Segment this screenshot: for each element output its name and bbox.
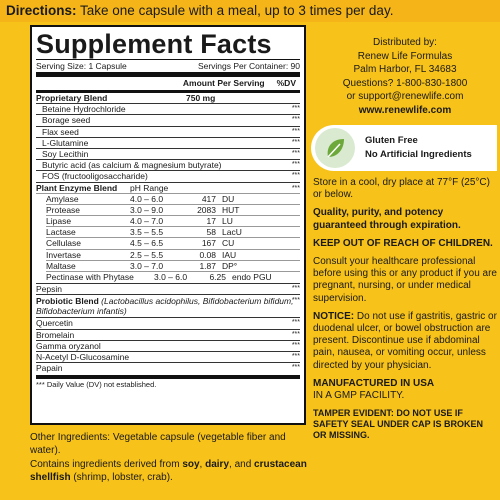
dv-stars: *** bbox=[291, 341, 300, 349]
ingredient-row bbox=[36, 330, 300, 341]
notice-block bbox=[313, 311, 497, 372]
badge-line-1: Gluten Free bbox=[365, 135, 418, 146]
other-ingredients bbox=[30, 432, 310, 484]
ingredient-row bbox=[36, 352, 300, 363]
enzyme-row bbox=[46, 205, 300, 216]
badge-text bbox=[365, 134, 472, 162]
notice-text: Do not use if gastritis, gastric or duodenal ulcer, or bowel obstruction are present. Discontinue use if abdominal pain, nausea, or vomiting occur, unless directed by your physician. bbox=[313, 310, 497, 371]
enzyme-value: 2083 bbox=[197, 204, 216, 215]
phone: Questions? 1-800-830-1800 bbox=[342, 77, 468, 89]
dv-stars: *** bbox=[291, 127, 300, 135]
enzyme-ph: 3.0 – 9.0 bbox=[130, 204, 164, 215]
ingredient-name: Betaine Hydrochloride bbox=[42, 104, 126, 115]
ingredient-row bbox=[36, 149, 300, 160]
dv-stars: *** bbox=[291, 330, 300, 338]
ingredient-name: N-Acetyl D-Glucosamine bbox=[36, 351, 130, 362]
enzyme-row bbox=[46, 227, 300, 238]
allergen-shellfish: crustacean shellfish bbox=[30, 459, 307, 483]
ingredient-row bbox=[36, 171, 300, 182]
dv-stars: *** bbox=[291, 285, 300, 293]
facts-title: Supplement Facts bbox=[36, 29, 300, 60]
dv-stars: *** bbox=[291, 172, 300, 180]
ingredient-row bbox=[36, 341, 300, 352]
dv-stars: *** bbox=[291, 352, 300, 360]
enzyme-value: 417 bbox=[201, 193, 216, 204]
allergen-soy: soy bbox=[182, 459, 200, 470]
enzyme-name: Pectinase with Phytase bbox=[46, 272, 134, 282]
enzyme-value: 6.25 bbox=[209, 272, 226, 282]
ingredient-row bbox=[36, 138, 300, 149]
enzyme-blend-label: Plant Enzyme Blend bbox=[36, 182, 118, 193]
enzyme-ph: 3.5 – 5.5 bbox=[130, 227, 164, 238]
dv-label: %DV bbox=[276, 78, 296, 88]
tamper-text: TAMPER EVIDENT: DO NOT USE IF SAFETY SEAL UNDER CAP IS BROKEN OR MISSING. bbox=[313, 408, 484, 441]
enzyme-row bbox=[46, 272, 300, 283]
enzyme-ph: 3.0 – 6.0 bbox=[154, 272, 188, 282]
enzyme-dv-stars: *** bbox=[291, 184, 300, 192]
ph-range-label: pH Range bbox=[130, 182, 169, 193]
badge-line-2: No Artificial Ingredients bbox=[365, 149, 472, 160]
enzyme-unit: LU bbox=[222, 216, 233, 227]
ingredient-row bbox=[36, 363, 300, 374]
enzyme-row bbox=[46, 238, 300, 249]
ingredient-name: L-Glutamine bbox=[42, 137, 89, 148]
ingredient-row bbox=[36, 115, 300, 126]
probiotic-detail: (Lactobacillus acidophilus, Bifidobacterium bifidum, Bifidobacterium infantis) bbox=[36, 296, 294, 317]
blend-name: Proprietary Blend bbox=[36, 93, 108, 103]
ingredient-row bbox=[36, 127, 300, 138]
enzyme-unit: endo PGU bbox=[232, 272, 272, 282]
enzyme-ph: 3.0 – 7.0 bbox=[130, 260, 164, 271]
supplement-facts-panel bbox=[30, 25, 306, 425]
enzyme-blend-section bbox=[36, 183, 300, 285]
enzyme-name: Lactase bbox=[46, 227, 76, 238]
leaf-icon bbox=[315, 128, 355, 168]
storage-text: Store in a cool, dry place at 77°F (25°C) or below. bbox=[313, 177, 490, 201]
directions-label: Directions: bbox=[6, 3, 77, 18]
enzyme-name: Protease bbox=[46, 204, 81, 215]
enzyme-unit: DP° bbox=[222, 260, 238, 271]
enzyme-value: 1.87 bbox=[199, 260, 216, 271]
distributed-by: Distributed by: bbox=[373, 37, 437, 48]
proprietary-blend-row bbox=[36, 93, 300, 104]
allergen-end: (shrimp, lobster, crab). bbox=[70, 471, 173, 483]
enzyme-ph: 4.0 – 6.0 bbox=[130, 193, 164, 204]
enzyme-value: 17 bbox=[206, 216, 216, 227]
ingredient-name: Bromelain bbox=[36, 329, 75, 340]
pepsin-row bbox=[36, 284, 300, 295]
ingredient-name: Quercetin bbox=[36, 318, 73, 329]
other-ingredients-text: Other Ingredients: Vegetable capsule (vegetable fiber and water). bbox=[30, 432, 286, 456]
notice-label: NOTICE: bbox=[313, 310, 355, 322]
ingredient-row bbox=[36, 160, 300, 171]
dv-stars: *** bbox=[291, 297, 300, 305]
ingredient-name: Pepsin bbox=[36, 284, 62, 295]
quality-text: Quality, purity, and potency guaranteed through expiration. bbox=[313, 207, 461, 231]
amount-per-serving-label: Amount Per Serving bbox=[182, 78, 265, 88]
enzyme-name: Maltase bbox=[46, 260, 76, 271]
manufactured-text: MANUFACTURED IN USA bbox=[313, 377, 435, 389]
dv-stars: *** bbox=[291, 319, 300, 327]
allergen-sep: , bbox=[199, 459, 206, 470]
dv-footnote: *** Daily Value (DV) not established. bbox=[36, 375, 300, 390]
enzyme-row bbox=[46, 194, 300, 205]
enzyme-name: Cellulase bbox=[46, 238, 81, 249]
servings-per-container: Servings Per Container: 90 bbox=[197, 61, 300, 71]
enzyme-unit: DU bbox=[222, 193, 235, 204]
allergen-sep: , and bbox=[229, 459, 255, 470]
dv-stars: *** bbox=[291, 105, 300, 113]
consult-text: Consult your healthcare professional before using this or any product if you are pregnant, nursing, or under medical supervision. bbox=[313, 256, 497, 304]
company-name: Renew Life Formulas bbox=[357, 50, 453, 62]
website: www.renewlife.com bbox=[358, 104, 452, 116]
right-column bbox=[313, 36, 497, 441]
ingredient-row bbox=[36, 318, 300, 329]
probiotic-label: Probiotic Blend bbox=[36, 296, 99, 307]
enzyme-value: 0.08 bbox=[199, 249, 216, 260]
email: or support@renewlife.com bbox=[346, 91, 464, 102]
allergen-intro: Contains ingredients derived from bbox=[30, 459, 183, 470]
facility-text: IN A GMP FACILITY. bbox=[313, 390, 405, 402]
enzyme-name: Invertase bbox=[46, 249, 81, 260]
enzyme-unit: IAU bbox=[222, 249, 237, 260]
allergen-dairy: dairy bbox=[205, 459, 230, 470]
dv-stars: *** bbox=[291, 116, 300, 124]
enzyme-ph: 4.0 – 7.0 bbox=[130, 216, 164, 227]
dv-stars: *** bbox=[291, 161, 300, 169]
serving-size: Serving Size: 1 Capsule bbox=[36, 61, 127, 71]
ingredient-name: Gamma oryzanol bbox=[36, 340, 101, 351]
dv-stars: *** bbox=[291, 364, 300, 372]
dv-stars: *** bbox=[291, 138, 300, 146]
gluten-free-badge bbox=[311, 125, 497, 171]
ingredient-name: Papain bbox=[36, 363, 63, 374]
blend-amount: 750 mg bbox=[186, 93, 216, 103]
probiotic-blend-row bbox=[36, 295, 300, 318]
manufactured-block bbox=[313, 378, 497, 402]
ingredient-name: Butyric acid (as calcium & magnesium butyrate) bbox=[42, 160, 222, 171]
keep-out-text: KEEP OUT OF REACH OF CHILDREN. bbox=[313, 237, 493, 249]
enzyme-value: 167 bbox=[201, 238, 216, 249]
amount-header bbox=[36, 77, 300, 93]
allergen-statement bbox=[30, 459, 310, 484]
enzyme-name: Lipase bbox=[46, 216, 72, 227]
enzyme-value: 58 bbox=[206, 227, 216, 238]
enzyme-unit: CU bbox=[222, 238, 235, 249]
directions-text: Take one capsule with a meal, up to 3 times per day. bbox=[76, 3, 394, 18]
ingredient-name: FOS (fructooligosaccharide) bbox=[42, 171, 148, 182]
directions-bar bbox=[0, 0, 500, 22]
enzyme-unit: LacU bbox=[222, 227, 242, 238]
ingredient-name: Borage seed bbox=[42, 115, 91, 126]
enzyme-ph: 2.5 – 5.5 bbox=[130, 249, 164, 260]
ingredient-name: Soy Lecithin bbox=[42, 148, 89, 159]
serving-info bbox=[36, 60, 300, 77]
ingredient-row bbox=[36, 104, 300, 115]
ingredient-name: Flax seed bbox=[42, 126, 79, 137]
enzyme-row bbox=[46, 261, 300, 272]
enzyme-row bbox=[46, 250, 300, 261]
dv-stars: *** bbox=[291, 149, 300, 157]
enzyme-name: Amylase bbox=[46, 193, 79, 204]
enzyme-unit: HUT bbox=[222, 204, 240, 215]
enzyme-row bbox=[46, 216, 300, 227]
distributor-block bbox=[313, 36, 497, 117]
label-notices bbox=[313, 177, 497, 441]
enzyme-ph: 4.5 – 6.5 bbox=[130, 238, 164, 249]
enzyme-blend-header bbox=[36, 183, 300, 194]
company-city: Palm Harbor, FL 34683 bbox=[353, 64, 457, 75]
